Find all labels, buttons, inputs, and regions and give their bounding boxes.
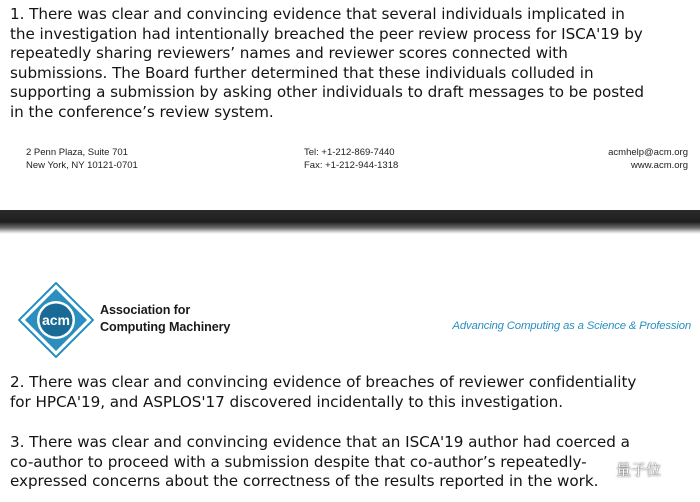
paragraph-3-line: expressed concerns about the correctness of the results reported in the work.: [10, 472, 599, 490]
website-link[interactable]: www.acm.org: [630, 160, 688, 171]
paragraph-3-line: co-author to proceed with a submission despite that co-author’s repeatedly-: [10, 452, 587, 471]
paragraph-2-line: 2. There was clear and convincing evidence of breaches of reviewer confidentiality: [10, 373, 637, 391]
fax: Fax: +1-212-944-1318: [304, 160, 399, 171]
paragraph-1-line: submissions. The Board further determined that these individuals colluded in: [10, 63, 594, 82]
paragraph-3-line: 3. There was clear and convincing evidence that an ISCA'19 author had coerced a: [10, 433, 630, 451]
paragraph-1-line: in the conference’s review system.: [10, 102, 274, 121]
org-name-line-1: Association for: [100, 303, 191, 317]
address-line-2: New York, NY 10121-0701: [26, 160, 138, 171]
watermark-text: 量子位: [616, 460, 662, 479]
wechat-icon: [590, 460, 612, 478]
organization-name: [100, 302, 230, 335]
acm-logo: [18, 282, 94, 358]
address-line-1: 2 Penn Plaza, Suite 701: [26, 147, 128, 158]
org-name-line-2: Computing Machinery: [100, 319, 231, 334]
footer-address: [26, 146, 138, 172]
paragraph-2-line: for HPCA'19, and ASPLOS'17 discovered incidentally to this investigation.: [10, 392, 563, 411]
paragraph-1-line: 1. There was clear and convincing evidence that several individuals implicated in: [10, 5, 625, 23]
paragraph-3: [10, 433, 630, 492]
acm-tagline: Advancing Computing as a Science & Profession: [452, 320, 691, 332]
footer-phone: [304, 146, 398, 172]
paragraph-1-line: repeatedly sharing reviewers’ names and reviewer scores connected with: [10, 44, 568, 62]
acm-diamond-icon: [18, 282, 94, 358]
telephone: Tel: +1-212-869-7440: [304, 147, 395, 158]
paragraph-1: [10, 5, 644, 122]
email-link[interactable]: acmhelp@acm.org: [608, 147, 688, 158]
page-break-divider: [0, 210, 700, 234]
paragraph-1-line: the investigation had intentionally breached the peer review process for ISCA'19 by: [10, 24, 643, 43]
letter-footer: [0, 146, 700, 172]
footer-contact: [608, 146, 688, 172]
watermark: [590, 457, 690, 481]
paragraph-1-line: supporting a submission by asking other individuals to draft messages to be posted: [10, 83, 644, 101]
logo-text: acm: [41, 312, 71, 328]
paragraph-2: [10, 373, 636, 412]
